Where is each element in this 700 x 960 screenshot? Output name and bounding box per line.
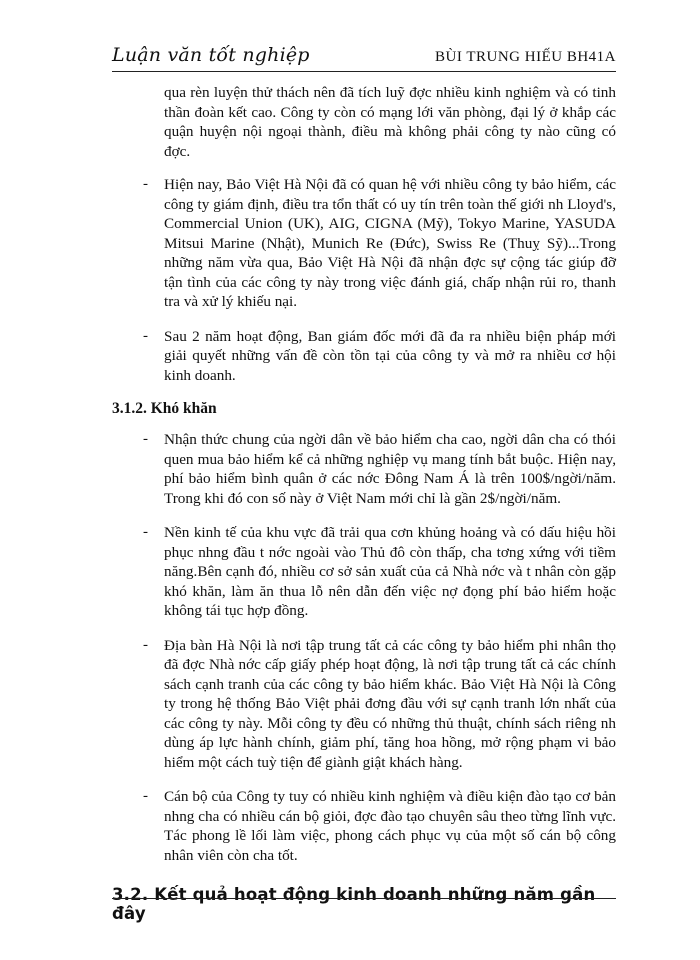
- section-heading: 3.2. Kết quả hoạt động kinh doanh những năm gần đây: [112, 885, 596, 923]
- list-item-text: Sau 2 năm hoạt động, Ban giám đốc mới đã đa ra nhiều biện pháp mới giải quyết những vấn đề còn tồn tại của công ty và mở ra nhiều cơ hội kinh doanh.: [164, 327, 616, 384]
- list-item-text: Địa bàn Hà Nội là nơi tập trung tất cả các công ty bảo hiểm phi nhân thọ đã đợc Nhà nớc cấp giấy phép hoạt động, là nơi tập trung tất cả các chính sách cạnh tranh của các công ty bảo hiểm khác. Bảo Việt Hà Nội là Công ty trong hệ thống Bảo Việt phải đơng đầu với sự cạnh tranh lớn nhất của các công ty này. Mỗi công ty đều có những thủ thuật, chính sách riêng nh dùng áp lực hành chính, giảm phí, tăng hoa hồng, mở rộng phạm vi bảo hiểm một cách tuỳ tiện để giành giật khách hàng.: [164, 636, 616, 771]
- page-body: [112, 78, 616, 923]
- footer-divider: [112, 898, 616, 899]
- bullet-dash: -: [143, 636, 148, 653]
- bullet-dash: -: [143, 524, 148, 540]
- list-item-advantage-1: [112, 175, 616, 312]
- bullet-dash: -: [143, 327, 148, 344]
- list-item-text: Nền kinh tế của khu vực đã trải qua cơn khủng hoảng và có dấu hiệu hồi phục nhng đầu t nớc ngoài vào Thủ đô còn thấp, cha tơng xứng với tiềm năng.Bên cạnh đó, nhiều cơ sở sản xuất của cả Nhà nớc và t nhân còn gặp khó khăn, làm ăn thua lỗ nên dẫn đến việc nợ đọng phí bảo hiểm hoặc không tái tục hợp đồng.: [164, 524, 616, 619]
- author-name: BÙI TRUNG HIẾU BH41A: [435, 49, 616, 65]
- list-item-text: Nhận thức chung của ngời dân về bảo hiểm cha cao, ngời dân cha có thói quen mua bảo hiểm kể cả những nghiệp vụ mang tính bắt buộc. Hiện nay, phí bảo hiểm bình quân ở các nớc Đông Nam Á là trên 100$/ngời/năm. Trong khi đó con số này ở Việt Nam mới chỉ là gần 2$/ngời/năm.: [164, 431, 616, 507]
- list-item-text: Cán bộ của Công ty tuy có nhiều kinh nghiệm và điều kiện đào tạo cơ bản nhng cha có nhiều cán bộ giỏi, đợc đào tạo chuyên sâu theo từng lĩnh vực. Tác phong lề lối làm việc, phong cách phục vụ của một số cán bộ công nhân viên còn cha tốt.: [164, 788, 616, 864]
- list-item-difficulty-3: [112, 636, 616, 773]
- page-header: [112, 38, 616, 72]
- thesis-title: Luận văn tốt nghiệp: [112, 44, 310, 66]
- list-item-advantage-2: [112, 327, 616, 386]
- bullet-dash: -: [143, 788, 148, 804]
- intro-continuation: qua rèn luyện thử thách nên đã tích luỹ đợc nhiều kinh nghiệm và có tinh thần đoàn kết cao. Công ty còn có mạng lới văn phòng, đại lý ở khắp các quận huyện nội ngoại thành, điều mà không phải công ty nào cũng có đợc.: [164, 84, 616, 160]
- subheading-difficulties: 3.1.2. Khó khăn: [112, 400, 217, 417]
- header-divider: [112, 71, 616, 72]
- list-item-text: Hiện nay, Bảo Việt Hà Nội đã có quan hệ với nhiều công ty bảo hiểm, các công ty giám định, điều tra tổn thất có uy tín trên toàn thế giới nh Lloyd's, Commercial Union (UK), AIG, CIGNA (Mỹ), Tokyo Marine, YASUDA Mitsui Marine (Nhật), Munich Re (Đức), Swiss Re (Thuỵ Sỹ)...Trong những năm vừa qua, Bảo Việt Hà Nội đã nhận đợc sự cộng tác giúp đỡ tận tình của các công ty này trong việc đánh giá, chấp nhận rủi ro, thanh tra và xử lý khiếu nại.: [164, 176, 616, 310]
- bullet-dash: -: [143, 176, 148, 192]
- list-item-difficulty-4: [112, 787, 616, 865]
- list-item-difficulty-2: [112, 523, 616, 621]
- bullet-dash: -: [143, 431, 148, 447]
- list-item-difficulty-1: [112, 430, 616, 508]
